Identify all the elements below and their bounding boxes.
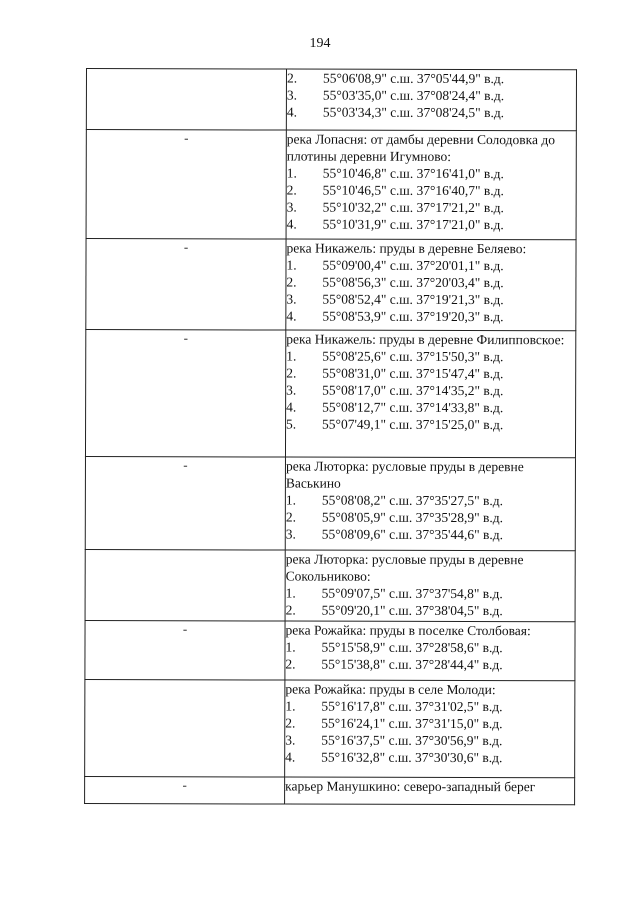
point-number: 2.: [286, 365, 297, 381]
page-number: 194: [309, 36, 331, 51]
point-coordinates: 55°08'12,7" с.ш. 37°14'33,8" в.д.: [322, 399, 504, 416]
row-marker: [85, 679, 285, 777]
coordinate-point: [286, 509, 575, 527]
row-marker: [86, 69, 286, 131]
point-number: 3.: [286, 199, 297, 215]
row-content: [285, 550, 575, 622]
row-marker: [85, 549, 285, 621]
point-number: 2.: [285, 656, 296, 672]
point-coordinates: 55°16'37,5" с.ш. 37°30'56,9" в.д.: [321, 732, 503, 749]
point-coordinates: 55°15'58,9" с.ш. 37°28'58,6" в.д.: [321, 639, 503, 656]
point-coordinates: 55°09'00,4" с.ш. 37°20'01,1" в.д.: [322, 257, 504, 274]
coordinate-point: [286, 257, 575, 275]
point-coordinates: 55°08'08,2" с.ш. 37°35'27,5" в.д.: [321, 492, 504, 509]
coordinate-point: [286, 308, 575, 326]
point-number: 2.: [286, 70, 298, 86]
table-row: [85, 549, 575, 621]
point-number: 2.: [285, 602, 296, 618]
table-row: [85, 776, 575, 804]
row-content: [285, 457, 575, 551]
river-description: река Никажель: пруды в деревне Филипповское:: [286, 331, 565, 348]
point-coordinates: 55°15'38,8" с.ш. 37°28'44,4" в.д.: [321, 656, 503, 673]
coordinate-point: [286, 348, 575, 366]
row-content: [285, 621, 575, 681]
row-marker: -: [85, 330, 285, 458]
coordinate-point: [287, 104, 576, 122]
point-coordinates: 55°08'05,9" с.ш. 37°35'28,9" в.д.: [321, 509, 504, 526]
coordinate-point: [287, 216, 576, 234]
river-description: река Рожайка: пруды в селе Молоди:: [285, 681, 496, 698]
point-coordinates: 55°10'46,8" с.ш. 37°16'41,0" в.д.: [322, 165, 504, 182]
coordinate-point: [287, 87, 576, 105]
coordinate-point: [286, 382, 575, 400]
point-coordinates: 55°09'20,1" с.ш. 37°38'04,5" в.д.: [321, 602, 503, 619]
point-number: 1.: [285, 698, 296, 714]
river-description: река Никажель: пруды в деревне Беляево:: [286, 240, 527, 257]
coordinate-point: [287, 165, 576, 183]
row-marker: -: [85, 456, 285, 550]
point-coordinates: 55°10'32,2" с.ш. 37°17'21,2" в.д.: [322, 199, 504, 216]
point-number: 1.: [286, 257, 297, 273]
coordinate-point: [286, 274, 575, 292]
coordinates-table: [84, 68, 577, 805]
river-description: река Люторка: русловые пруды в деревне Сокольниково:: [285, 551, 524, 584]
point-coordinates: 55°16'32,8" с.ш. 37°30'30,6" в.д.: [321, 749, 503, 766]
coordinate-point: [286, 492, 575, 510]
point-number: 4.: [286, 308, 297, 324]
coordinate-point: [285, 698, 574, 716]
point-number: 1.: [285, 492, 297, 508]
coordinate-point: [286, 416, 575, 434]
coordinate-point: [286, 399, 575, 417]
row-marker: -: [85, 620, 285, 680]
table-row: [86, 69, 576, 131]
point-coordinates: 55°10'46,5" с.ш. 37°16'40,7" в.д.: [322, 182, 504, 199]
point-number: 4.: [286, 216, 297, 232]
point-coordinates: 55°03'35,0" с.ш. 37°08'24,4" в.д.: [322, 87, 505, 104]
row-content: [286, 239, 576, 331]
row-content: [286, 69, 576, 131]
point-coordinates: 55°08'56,3" с.ш. 37°20'03,4" в.д.: [322, 274, 504, 291]
point-coordinates: 55°16'24,1" с.ш. 37°31'15,0" в.д.: [321, 715, 503, 732]
point-number: 1.: [286, 348, 297, 364]
coordinate-point: [287, 182, 576, 200]
point-number: 1.: [285, 639, 296, 655]
row-content: [285, 680, 575, 778]
coordinate-point: [285, 639, 574, 657]
table-row: [85, 620, 575, 680]
point-coordinates: 55°08'25,6" с.ш. 37°15'50,3" в.д.: [322, 348, 504, 365]
coordinate-point: [285, 656, 574, 674]
river-description: река Люторка: русловые пруды в деревне Васькино: [285, 458, 524, 491]
coordinate-point: [286, 526, 575, 544]
coordinate-point: [286, 602, 575, 620]
table-row: [85, 330, 575, 458]
table-row: [85, 679, 575, 777]
point-coordinates: 55°03'34,3" с.ш. 37°08'24,5" в.д.: [322, 104, 505, 121]
row-content: [285, 777, 575, 805]
point-number: 3.: [286, 382, 297, 398]
point-number: 1.: [286, 165, 297, 181]
point-number: 2.: [286, 274, 297, 290]
coordinate-point: [285, 715, 574, 733]
point-coordinates: 55°16'17,8" с.ш. 37°31'02,5" в.д.: [321, 698, 503, 715]
point-number: 5.: [286, 416, 297, 432]
coordinate-point: [286, 365, 575, 383]
point-number: 2.: [285, 715, 296, 731]
coordinate-point: [285, 732, 574, 750]
point-number: 4.: [285, 749, 296, 765]
point-number: 3.: [285, 526, 296, 542]
coordinate-point: [285, 749, 574, 767]
point-coordinates: 55°08'09,6" с.ш. 37°35'44,6" в.д.: [321, 526, 504, 543]
table-row: [85, 456, 575, 550]
coordinate-point: [286, 585, 575, 603]
point-coordinates: 55°08'53,9" с.ш. 37°19'20,3" в.д.: [322, 308, 504, 325]
point-coordinates: 55°06'08,9" с.ш. 37°05'44,9" в.д.: [322, 70, 505, 87]
point-number: 2.: [285, 509, 296, 525]
point-number: 4.: [286, 104, 298, 120]
point-number: 3.: [286, 87, 298, 103]
point-number: 1.: [285, 585, 296, 601]
point-number: 4.: [286, 399, 297, 415]
point-coordinates: 55°08'52,4" с.ш. 37°19'21,3" в.д.: [322, 291, 504, 308]
river-description: река Рожайка: пруды в поселке Столбовая:: [285, 622, 531, 639]
table-row: [86, 130, 576, 240]
point-coordinates: 55°09'07,5" с.ш. 37°37'54,8" в.д.: [321, 585, 503, 602]
point-number: 3.: [285, 732, 296, 748]
row-content: [285, 330, 575, 458]
point-number: 3.: [286, 291, 297, 307]
row-marker: -: [86, 130, 286, 240]
point-coordinates: 55°08'17,0" с.ш. 37°14'35,2" в.д.: [322, 382, 504, 399]
coordinate-point: [287, 199, 576, 217]
row-marker: -: [86, 239, 286, 331]
point-coordinates: 55°10'31,9" с.ш. 37°17'21,0" в.д.: [322, 216, 504, 233]
point-coordinates: 55°07'49,1" с.ш. 37°15'25,0" в.д.: [322, 416, 504, 433]
coordinate-point: [286, 291, 575, 309]
point-coordinates: 55°08'31,0" с.ш. 37°15'47,4" в.д.: [322, 365, 504, 382]
coordinate-point: [287, 70, 576, 88]
point-number: 2.: [286, 182, 297, 198]
row-content: [286, 130, 576, 240]
row-marker: -: [85, 776, 285, 804]
river-description: карьер Манушкино: северо-западный берег: [285, 778, 536, 795]
table-row: [86, 239, 576, 331]
river-description: река Лопасня: от дамбы деревни Солодовка до плотины деревни Игумново:: [286, 131, 556, 164]
